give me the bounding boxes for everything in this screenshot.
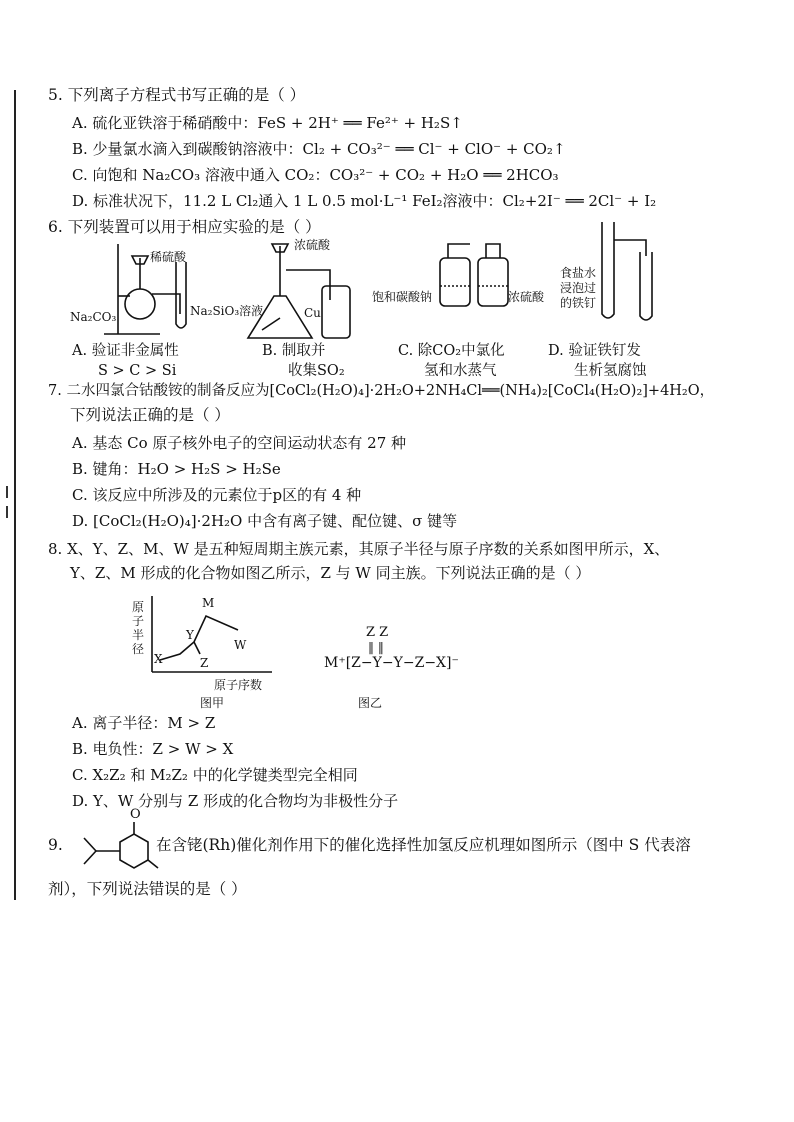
fig-b-formula: M⁺[Z−Y−Y−Z−X]⁻: [324, 655, 459, 671]
label-cu: Cu: [304, 306, 321, 320]
q6-option-d-line2: 生析氢腐蚀: [574, 363, 647, 379]
methyl-bond: [148, 860, 158, 868]
q9-molecule-o: O: [130, 807, 141, 822]
q8-option-c: C. X₂Z₂ 和 M₂Z₂ 中的化学键类型完全相同: [72, 766, 358, 784]
label-na2sio3: Na₂SiO₃溶液: [190, 304, 264, 318]
label-na2co3: Na₂CO₃: [70, 310, 117, 324]
label-conc-sulfuric-2: 浓硫酸: [508, 290, 545, 304]
q6-option-d-line1: D. 验证铁钉发: [548, 343, 641, 359]
q7-option-c: C. 该反应中所涉及的元素位于p区的有 4 种: [72, 486, 362, 504]
q6-option-c-line2: 氢和水蒸气: [424, 363, 497, 379]
fig-b-top-atoms: Z Z: [366, 625, 389, 640]
fig-a-ylabel-1: 原: [132, 600, 145, 614]
q6-option-a-line2: S > C > Si: [98, 363, 177, 379]
q7-stem-1: 7. 二水四氯合钴酸铵的制备反应为[CoCl₂(H₂O)₄]·2H₂O+2NH₄Cl══(NH₄)₂[CoCl₄(H₂O)₂]+4H₂O，: [48, 383, 715, 399]
label-dilute-sulfuric: 稀硫酸: [150, 250, 187, 264]
q7-stem-2: 下列说法正确的是（ ）: [70, 406, 230, 424]
q5-option-d: D. 标准状况下，11.2 L Cl₂通入 1 L 0.5 mol·L⁻¹ FeI₂溶液中：Cl₂+2I⁻ ══ 2Cl⁻ + I₂: [72, 192, 657, 210]
q7-option-b: B. 键角：H₂O > H₂S > H₂Se: [72, 460, 281, 478]
point-x-label: X: [154, 652, 163, 666]
fig-a-ylabel-4: 径: [132, 642, 145, 656]
fig-a-xlabel: 原子序数: [214, 678, 263, 692]
q6-option-b-line1: B. 制取并: [262, 343, 326, 359]
q5-stem: 5. 下列离子方程式书写正确的是（ ）: [48, 86, 306, 104]
fig-a-caption: 图甲: [200, 696, 225, 710]
q9-line-1: 在含铑(Rh)催化剂作用下的催化选择性加氢反应机理如图所示（图中 S 代表溶: [156, 836, 691, 854]
label-brine-3: 的铁钉: [560, 296, 597, 310]
q8-option-b: B. 电负性：Z > W > X: [72, 740, 234, 758]
label-brine-1: 食盐水: [560, 266, 597, 280]
fig-b-caption: 图乙: [358, 696, 383, 710]
point-z-label: Z: [200, 656, 209, 670]
point-m-label: M: [202, 596, 215, 610]
label-conc-sulfuric: 浓硫酸: [294, 238, 331, 252]
q8-option-a: A. 离子半径：M > Z: [72, 714, 216, 732]
q7-option-d: D. [CoCl₂(H₂O)₄]·2H₂O 中含有离子键、配位键、σ 键等: [72, 512, 458, 530]
point-w-label: W: [234, 638, 247, 652]
label-brine-2: 浸泡过: [560, 281, 597, 295]
q6-option-b-line2: 收集SO₂: [288, 363, 345, 379]
q8-stem-1: 8. X、Y、Z、M、W 是五种短周期主族元素，其原子半径与原子序数的关系如图甲所示，X、: [48, 540, 670, 558]
q9-number: 9.: [48, 836, 63, 854]
q5-option-b: B. 少量氯水滴入到碳酸钠溶液中：Cl₂ + CO₃²⁻ ══ Cl⁻ + ClO⁻ + CO₂↑: [72, 140, 566, 158]
fig-a-ylabel-3: 半: [132, 628, 145, 642]
ring: [120, 834, 148, 868]
point-y-label: Y: [186, 628, 194, 642]
q9-line-2: 剂），下列说法错误的是（ ）: [48, 880, 247, 898]
q8-stem-2: Y、Z、M 形成的化合物如图乙所示，Z 与 W 同主族。下列说法正确的是（ ）: [70, 564, 591, 582]
q8-option-d: D. Y、W 分别与 Z 形成的化合物均为非极性分子: [72, 792, 399, 810]
q6-option-c-line1: C. 除CO₂中氯化: [398, 343, 505, 359]
q5-option-a: A. 硫化亚铁溶于稀硝酸中：FeS + 2H⁺ ══ Fe²⁺ + H₂S↑: [72, 114, 463, 132]
q6-option-a-line1: A. 验证非金属性: [72, 343, 179, 359]
fig-a-ylabel-2: 子: [132, 614, 145, 628]
q6-stem: 6. 下列装置可以用于相应实验的是（ ）: [48, 218, 321, 236]
q5-option-c: C. 向饱和 Na₂CO₃ 溶液中通入 CO₂：CO₃²⁻ + CO₂ + H₂O ══ 2HCO₃: [72, 166, 559, 184]
q7-option-a: A. 基态 Co 原子核外电子的空间运动状态有 27 种: [72, 434, 407, 452]
fig-b-double-bonds: ‖ ‖: [368, 640, 384, 654]
label-sat-na2co3: 饱和碳酸钠: [372, 290, 433, 304]
